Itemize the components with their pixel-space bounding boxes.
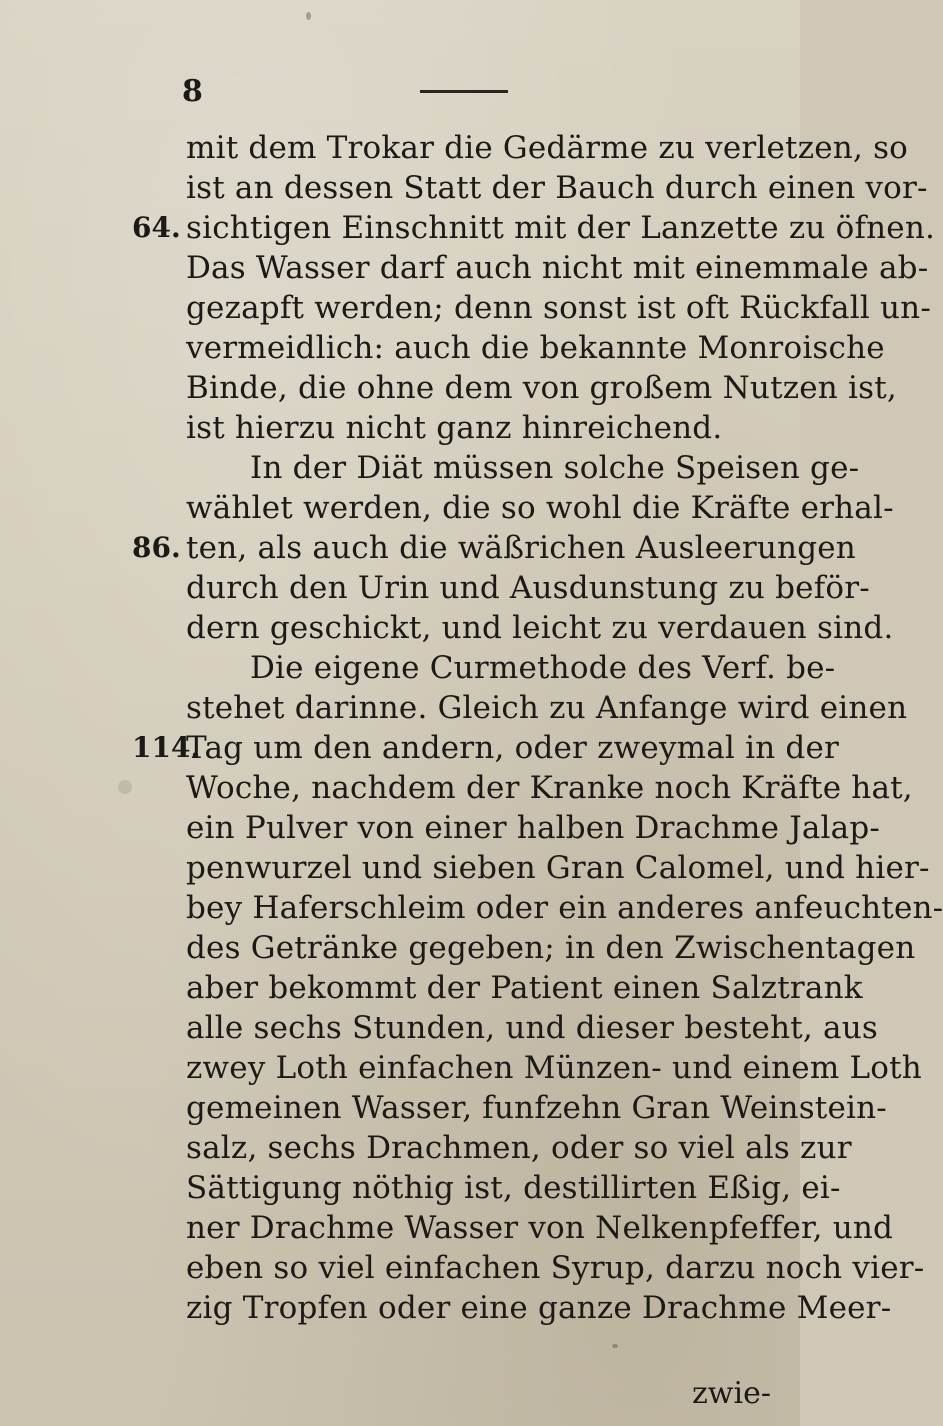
catchword: zwie-: [692, 1376, 771, 1411]
text-line: ner Drachme Wasser von Nelkenpfeffer, und: [186, 1210, 894, 1246]
text-line: Binde, die ohne dem von großem Nutzen ist,: [186, 370, 897, 406]
text-line: In der Diät müssen solche Speisen ge-: [250, 450, 860, 486]
text-line: dern geschickt, und leicht zu verdauen sind.: [186, 610, 894, 646]
margin-number: 114.: [132, 731, 201, 764]
text-line: gemeinen Wasser, funfzehn Gran Weinstein-: [186, 1090, 887, 1126]
header-rule: [420, 90, 508, 93]
margin-number: 64.: [132, 211, 181, 244]
paper-speck: [612, 1344, 618, 1348]
text-line: alle sechs Stunden, und dieser besteht, aus: [186, 1010, 878, 1046]
text-line: Sättigung nöthig ist, destillirten Eßig, ei-: [186, 1170, 841, 1206]
text-line: Tag um den andern, oder zweymal in der: [186, 730, 840, 766]
paper-stain: [118, 780, 132, 794]
page-number: 8: [182, 74, 203, 109]
text-line: ein Pulver von einer halben Drachme Jalap-: [186, 810, 881, 846]
paper-speck: [306, 12, 311, 20]
text-line: bey Haferschleim oder ein anderes anfeuchten-: [186, 890, 943, 926]
text-line: Das Wasser darf auch nicht mit einemmale ab-: [186, 250, 929, 286]
text-line: salz, sechs Drachmen, oder so viel als zur: [186, 1130, 852, 1166]
text-line: wählet werden, die so wohl die Kräfte erhal-: [186, 490, 894, 526]
text-line: durch den Urin und Ausdunstung zu beför-: [186, 570, 870, 606]
text-line: stehet darinne. Gleich zu Anfange wird einen: [186, 690, 908, 726]
text-line: vermeidlich: auch die bekannte Monroische: [186, 330, 885, 366]
text-line: sichtigen Einschnitt mit der Lanzette zu öfnen.: [186, 210, 936, 246]
text-line: gezapft werden; denn sonst ist oft Rückfall un-: [186, 290, 931, 326]
text-line: ist hierzu nicht ganz hinreichend.: [186, 410, 723, 446]
text-line: eben so viel einfachen Syrup, darzu noch vier-: [186, 1250, 925, 1286]
text-line: aber bekommt der Patient einen Salztrank: [186, 970, 863, 1006]
text-line: zwey Loth einfachen Münzen- und einem Loth: [186, 1050, 922, 1086]
text-line: ist an dessen Statt der Bauch durch einen vor-: [186, 170, 928, 206]
text-line: Die eigene Curmethode des Verf. be-: [250, 650, 836, 686]
text-line: Woche, nachdem der Kranke noch Kräfte hat,: [186, 770, 913, 806]
text-line: des Getränke gegeben; in den Zwischentagen: [186, 930, 916, 966]
text-line: zig Tropfen oder eine ganze Drachme Meer-: [186, 1290, 892, 1326]
text-line: mit dem Trokar die Gedärme zu verletzen, so: [186, 130, 909, 166]
text-line: ten, als auch die wäßrichen Ausleerungen: [186, 530, 856, 566]
text-line: penwurzel und sieben Gran Calomel, und hier-: [186, 850, 930, 886]
margin-number: 86.: [132, 531, 181, 564]
